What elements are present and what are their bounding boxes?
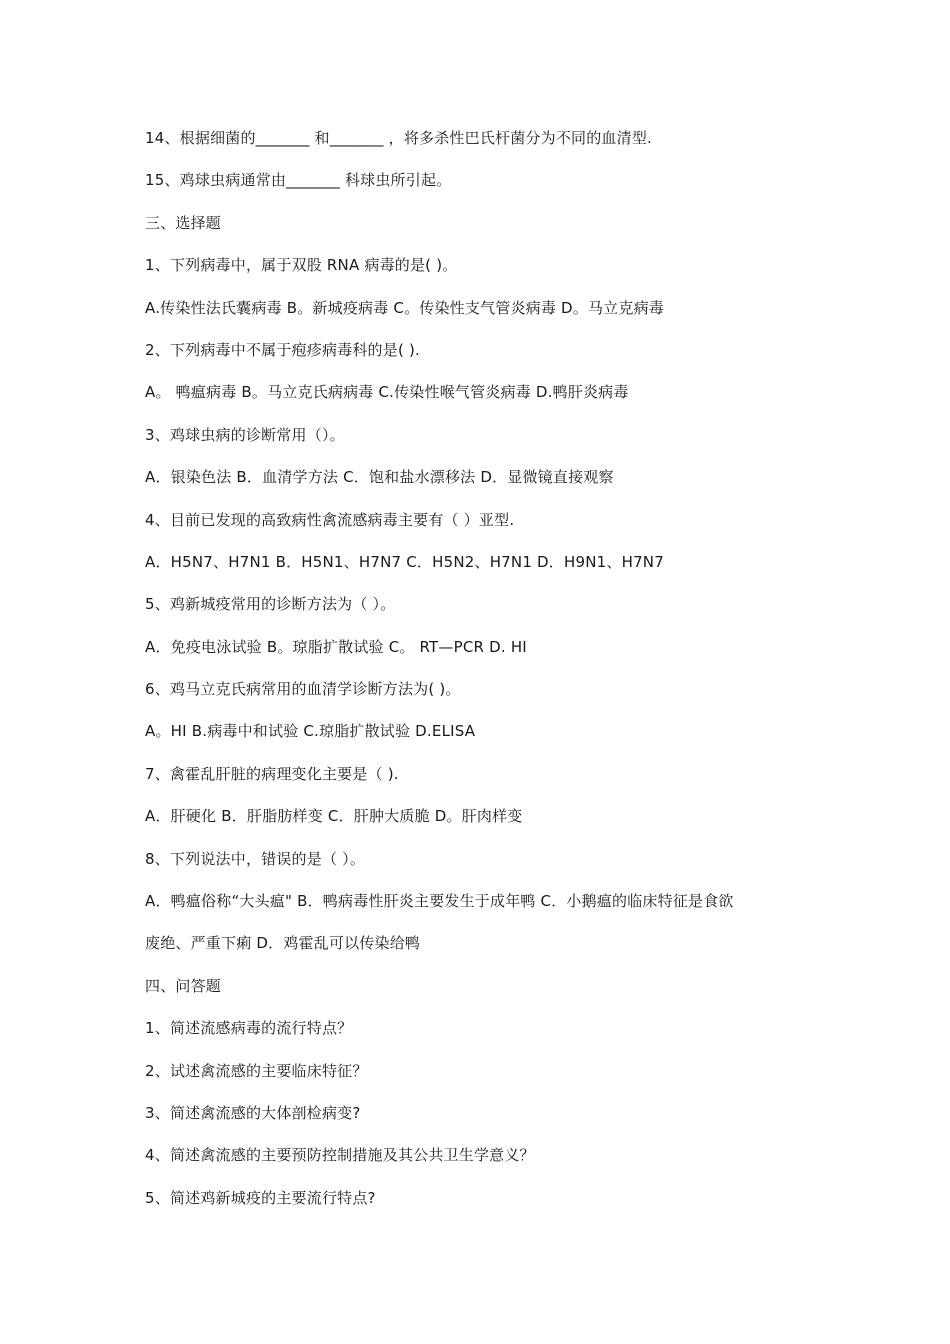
qa-question-3: 3、简述禽流感的大体剖检病变? (145, 1103, 361, 1122)
choice-options-3: A．银染色法 B．血清学方法 C．饱和盐水漂移法 D．显微镜直接观察 (145, 468, 614, 487)
qa-question-1: 1、简述流感病毒的流行特点？ (145, 1019, 353, 1038)
choice-options-1: A.传染性法氏囊病毒 B。新城疫病毒 C。传染性支气管炎病毒 D。马立克病毒 (145, 298, 664, 317)
choice-options-2: A。 鸭瘟病毒 B。马立克氏病病毒 C.传染性喉气管炎病毒 D.鸭肝炎病毒 (145, 383, 629, 402)
choice-question-5: 5、鸡新城疫常用的诊断方法为（ ）。 (145, 595, 396, 614)
choice-question-8: 8、下列说法中，错误的是（ ）。 (145, 849, 366, 868)
choice-question-3: 3、鸡球虫病的诊断常用（）。 (145, 425, 345, 444)
question-14: 14、根据细菌的_______ 和_______ ，将多杀性巴氏杆菌分为不同的血清型. (145, 129, 652, 147)
choice-question-7: 7、禽霍乱肝脏的病理变化主要是（ ). (145, 764, 399, 783)
choice-options-6: A。HI B.病毒中和试验 C.琼脂扩散试验 D.ELISA (145, 722, 476, 741)
choice-options-8-part2: 废绝、严重下痢 D．鸡霍乱可以传染给鸭 (145, 934, 421, 953)
choice-options-4: A．H5N7、H7N1 B．H5N1、H7N7 C．H5N2、H7N1 D．H9N1、H7N7 (145, 552, 664, 571)
question-15: 15、鸡球虫病通常由_______ 科球虫所引起。 (145, 171, 452, 190)
qa-question-4: 4、简述禽流感的主要预防控制措施及其公共卫生学意义？ (145, 1146, 535, 1165)
section-heading-choice: 三、选择题 (145, 213, 222, 232)
qa-question-2: 2、试述禽流感的主要临床特征？ (145, 1061, 368, 1080)
choice-options-5: A．免疫电泳试验 B。琼脂扩散试验 C。 RT—PCR D. HI (145, 637, 527, 656)
qa-question-5: 5、简述鸡新城疫的主要流行特点? (145, 1188, 376, 1207)
document-content (145, 124, 825, 1226)
choice-question-2: 2、下列病毒中不属于疱疹病毒科的是( ). (145, 340, 420, 359)
choice-options-7: A．肝硬化 B．肝脂肪样变 C．肝肿大质脆 D。肝肉样变 (145, 807, 523, 826)
choice-question-4: 4、目前已发现的高致病性禽流感病毒主要有（ ）亚型. (145, 510, 515, 529)
section-heading-qa: 四、问答题 (145, 976, 222, 995)
choice-options-8-part1: A．鸭瘟俗称“大头瘟" B．鸭病毒性肝炎主要发生于成年鸭 C．小鹅瘟的临床特征是食欲 (145, 892, 734, 911)
choice-question-1: 1、下列病毒中，属于双股 RNA 病毒的是( )。 (145, 256, 458, 275)
choice-question-6: 6、鸡马立克氏病常用的血清学诊断方法为( )。 (145, 680, 461, 699)
